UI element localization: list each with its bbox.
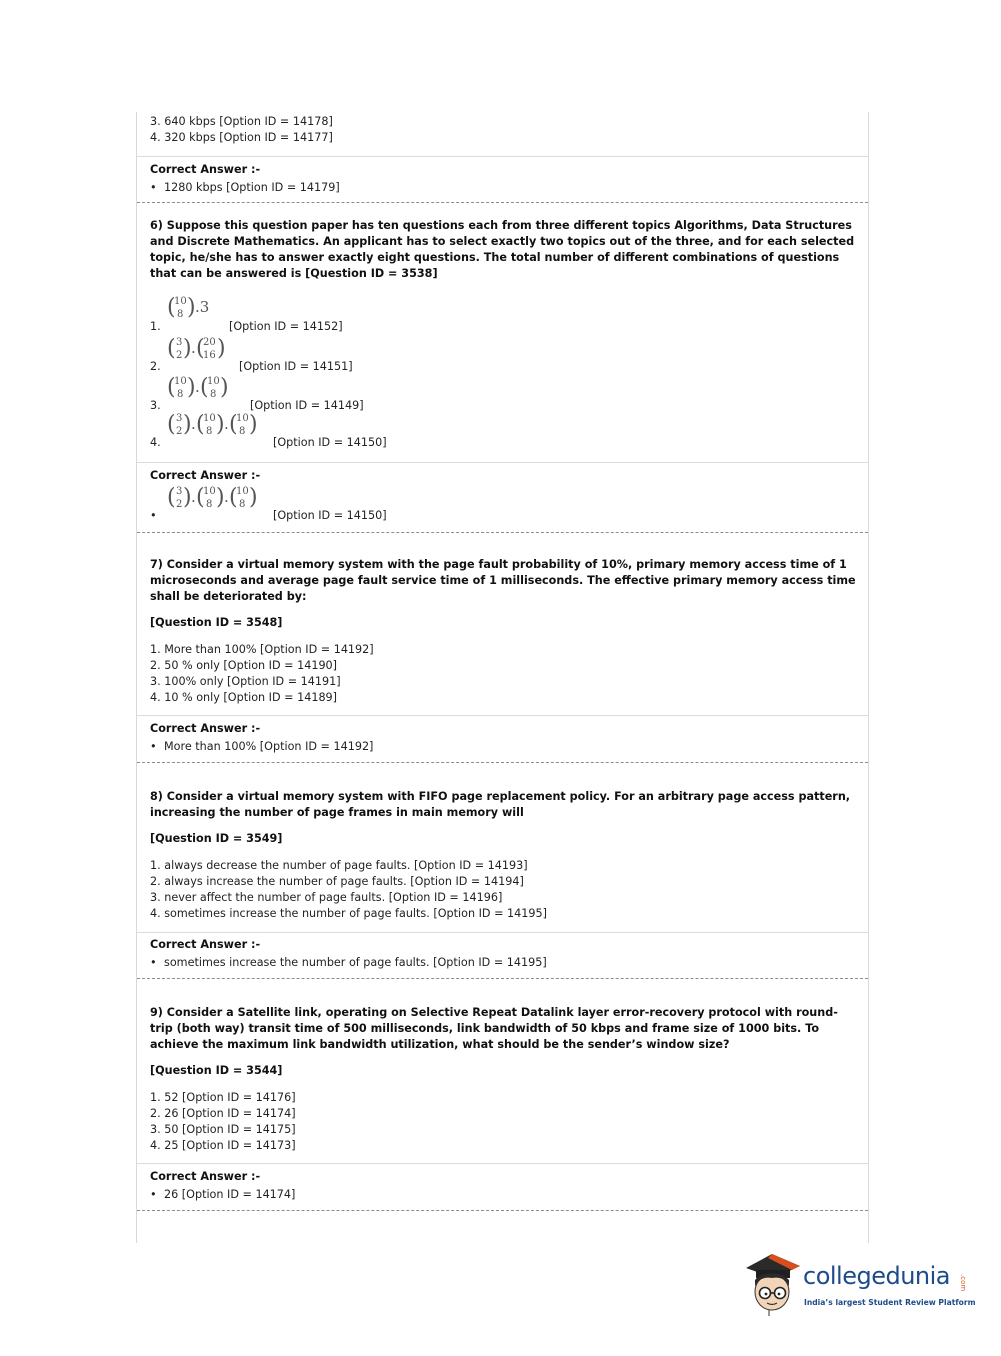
q9-option-2: 2. 26 [Option ID = 14174] bbox=[150, 1107, 296, 1120]
q5-option-3: 3. 640 kbps [Option ID = 14178] bbox=[150, 115, 333, 128]
svg-text:(: ( bbox=[229, 485, 238, 510]
question-separator bbox=[137, 202, 868, 203]
svg-text:): ) bbox=[216, 412, 225, 437]
q7-question: 7) Consider a virtual memory system with the page fault probability of 10%, primary memory access time of 1 microseconds and average page fault service time of 1 milliseconds. The effective primary memory access time shall be deteriorated by: bbox=[150, 558, 856, 603]
divider bbox=[137, 156, 868, 157]
question-separator bbox=[137, 532, 868, 533]
q8-question: 8) Consider a virtual memory system with FIFO page replacement policy. For an arbitrary page access pattern, increasing the number of page frames in main memory will bbox=[150, 790, 851, 819]
svg-text:8: 8 bbox=[206, 426, 213, 437]
svg-text:): ) bbox=[183, 336, 192, 361]
formula-c-3-2-c-10-8-c-10-8 bbox=[167, 410, 267, 438]
question-separator bbox=[137, 978, 868, 979]
q7-answer-text: More than 100% [Option ID = 14192] bbox=[164, 740, 374, 753]
svg-text:(: ( bbox=[200, 375, 209, 400]
svg-text:8: 8 bbox=[210, 389, 217, 400]
svg-text:8: 8 bbox=[239, 426, 246, 437]
q7-answer-label: Correct Answer :- bbox=[150, 722, 261, 735]
svg-text:.3: .3 bbox=[195, 298, 210, 316]
svg-text:.: . bbox=[191, 339, 196, 357]
q9-option-1: 1. 52 [Option ID = 14176] bbox=[150, 1091, 296, 1104]
svg-text:2: 2 bbox=[176, 426, 183, 437]
q9-question-id: [Question ID = 3544] bbox=[150, 1064, 283, 1077]
svg-text:(: ( bbox=[167, 336, 176, 361]
svg-text:): ) bbox=[187, 375, 196, 400]
q8-answer-label: Correct Answer :- bbox=[150, 938, 261, 951]
divider bbox=[137, 715, 868, 716]
q6-option-2-formula bbox=[167, 334, 237, 362]
q7-question-id: [Question ID = 3548] bbox=[150, 616, 283, 629]
q6-option-1-num: 1. bbox=[150, 320, 161, 333]
q7-option-1: 1. More than 100% [Option ID = 14192] bbox=[150, 643, 374, 656]
svg-text:.: . bbox=[224, 415, 229, 433]
q8-option-3: 3. never affect the number of page faults. [Option ID = 14196] bbox=[150, 891, 503, 904]
question-separator bbox=[137, 762, 868, 763]
svg-text:10: 10 bbox=[174, 376, 187, 387]
svg-text:(: ( bbox=[167, 295, 176, 320]
q6-answer-bullet: • bbox=[150, 509, 157, 522]
q6-option-2-num: 2. bbox=[150, 360, 161, 373]
q6-option-1-formula bbox=[167, 293, 227, 321]
q6-answer-id: [Option ID = 14150] bbox=[273, 509, 387, 522]
svg-text:): ) bbox=[217, 336, 226, 361]
logo-wordmark: collegedunia bbox=[803, 1262, 951, 1290]
q9-question: 9) Consider a Satellite link, operating on Selective Repeat Datalink layer error-recovery protocol with round-trip (both way) transit time of 500 milliseconds, link bandwidth of 50 kbps and frame size of 1000 bits. To achieve the maximum link bandwidth utilization, what should be the sender’s window size? bbox=[150, 1006, 838, 1051]
q7-option-2: 2. 50 % only [Option ID = 14190] bbox=[150, 659, 338, 672]
svg-text:): ) bbox=[183, 485, 192, 510]
svg-text:10: 10 bbox=[236, 486, 249, 497]
svg-text:): ) bbox=[187, 295, 196, 320]
svg-text:8: 8 bbox=[177, 389, 184, 400]
svg-text:20: 20 bbox=[203, 337, 216, 348]
svg-text:2: 2 bbox=[176, 350, 183, 361]
q8-option-4: 4. sometimes increase the number of page faults. [Option ID = 14195] bbox=[150, 907, 547, 920]
collegedunia-logo[interactable] bbox=[742, 1250, 976, 1320]
q6-option-3-id: [Option ID = 14149] bbox=[250, 399, 364, 412]
q6-option-4-id: [Option ID = 14150] bbox=[273, 436, 387, 449]
svg-text:(: ( bbox=[196, 485, 205, 510]
q9-option-4: 4. 25 [Option ID = 14173] bbox=[150, 1139, 296, 1152]
q9-answer bbox=[150, 1187, 295, 1203]
svg-text:(: ( bbox=[167, 412, 176, 437]
q8-question-id: [Question ID = 3549] bbox=[150, 832, 283, 845]
svg-text:8: 8 bbox=[206, 499, 213, 510]
q9-answer-label: Correct Answer :- bbox=[150, 1170, 261, 1183]
formula-c-3-2-times-c-20-16 bbox=[167, 334, 237, 362]
q8-answer bbox=[150, 955, 547, 971]
svg-text:): ) bbox=[183, 412, 192, 437]
q5-answer bbox=[150, 180, 340, 196]
svg-text:10: 10 bbox=[174, 296, 187, 307]
svg-text:(: ( bbox=[167, 485, 176, 510]
svg-text:): ) bbox=[249, 412, 258, 437]
q8-option-2: 2. always increase the number of page faults. [Option ID = 14194] bbox=[150, 875, 524, 888]
q6-option-3-formula bbox=[167, 373, 239, 401]
q6-option-2-id: [Option ID = 14151] bbox=[239, 360, 353, 373]
svg-text:(: ( bbox=[167, 375, 176, 400]
svg-text:16: 16 bbox=[203, 350, 216, 361]
svg-text:(: ( bbox=[229, 412, 238, 437]
q6-question: 6) Suppose this question paper has ten questions each from three different topics Algorithms, Data Structures and Discrete Mathematics. An applicant has to select exactly two topics out of the three, and for each selected topic, he/she has to answer exactly eight questions. The total number of different combinations of questions that can be answered is [Question ID = 3538] bbox=[150, 219, 855, 280]
svg-text:10: 10 bbox=[203, 486, 216, 497]
q6-option-1-id: [Option ID = 14152] bbox=[229, 320, 343, 333]
q6-option-4-formula bbox=[167, 410, 267, 438]
svg-text:): ) bbox=[220, 375, 229, 400]
svg-text:): ) bbox=[216, 485, 225, 510]
svg-text:3: 3 bbox=[176, 486, 183, 497]
formula-c-3-2-c-10-8-c-10-8 bbox=[167, 483, 267, 511]
q5-answer-label: Correct Answer :- bbox=[150, 163, 261, 176]
q8-option-1: 1. always decrease the number of page faults. [Option ID = 14193] bbox=[150, 859, 528, 872]
divider bbox=[137, 462, 868, 463]
q6-option-3-num: 3. bbox=[150, 399, 161, 412]
question-separator bbox=[137, 1210, 868, 1211]
q7-option-3: 3. 100% only [Option ID = 14191] bbox=[150, 675, 341, 688]
logo-dotcom: .com bbox=[959, 1274, 967, 1292]
q5-answer-text: 1280 kbps [Option ID = 14179] bbox=[164, 181, 340, 194]
svg-text:10: 10 bbox=[203, 413, 216, 424]
formula-c-10-8-times-c-10-8 bbox=[167, 373, 239, 401]
formula-c-10-8-times-3 bbox=[167, 293, 227, 321]
svg-text:.: . bbox=[191, 415, 196, 433]
svg-text:8: 8 bbox=[177, 309, 184, 320]
divider bbox=[137, 932, 868, 933]
mascot-icon bbox=[742, 1250, 802, 1316]
svg-text:): ) bbox=[249, 485, 258, 510]
q6-answer-label: Correct Answer :- bbox=[150, 469, 261, 482]
svg-text:10: 10 bbox=[207, 376, 220, 387]
svg-text:10: 10 bbox=[236, 413, 249, 424]
q8-answer-text: sometimes increase the number of page faults. [Option ID = 14195] bbox=[164, 956, 547, 969]
svg-text:.: . bbox=[195, 378, 200, 396]
q5-option-4: 4. 320 kbps [Option ID = 14177] bbox=[150, 131, 333, 144]
svg-text:3: 3 bbox=[176, 413, 183, 424]
svg-text:2: 2 bbox=[176, 499, 183, 510]
q6-answer-formula bbox=[167, 483, 267, 511]
logo-tagline: India’s largest Student Review Platform bbox=[804, 1298, 976, 1307]
svg-text:3: 3 bbox=[176, 337, 183, 348]
svg-text:.: . bbox=[191, 488, 196, 506]
divider bbox=[137, 1163, 868, 1164]
svg-text:(: ( bbox=[196, 412, 205, 437]
question-paper-page bbox=[136, 112, 869, 1243]
svg-text:8: 8 bbox=[239, 499, 246, 510]
q9-answer-text: 26 [Option ID = 14174] bbox=[164, 1188, 296, 1201]
svg-text:.: . bbox=[224, 488, 229, 506]
q7-option-4: 4. 10 % only [Option ID = 14189] bbox=[150, 691, 338, 704]
q7-answer bbox=[150, 739, 373, 755]
q6-option-4-num: 4. bbox=[150, 436, 161, 449]
svg-text:(: ( bbox=[196, 336, 205, 361]
q9-option-3: 3. 50 [Option ID = 14175] bbox=[150, 1123, 296, 1136]
